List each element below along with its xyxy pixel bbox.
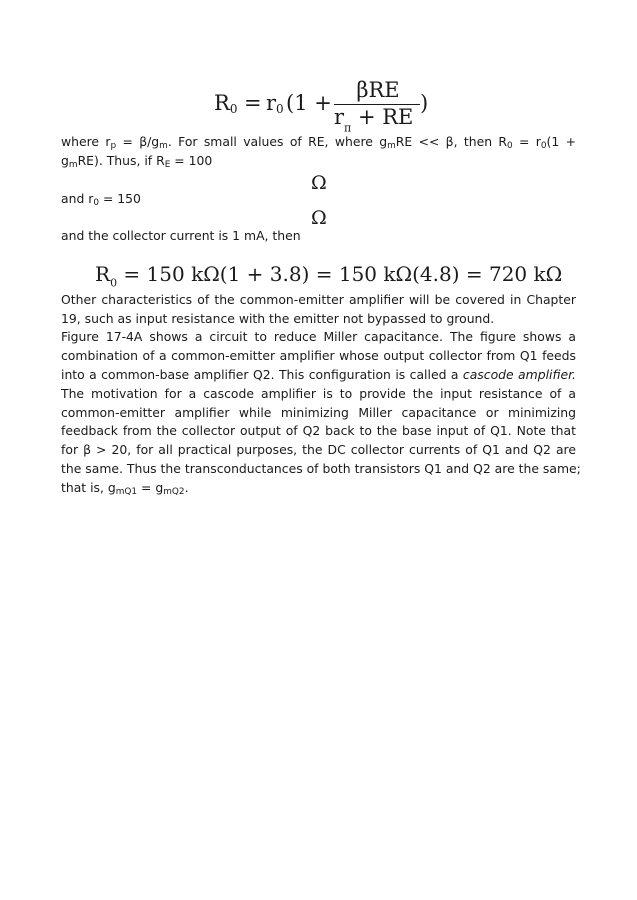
para1-line1: where $r_p = \beta/g_m$. For small values of RE, where $g_mRE << \beta$, then $R_0 = r_0(1$ + — [61, 134, 576, 152]
para2-line1: Other characteristics of the common-emitter amplifier will be covered in Chapter — [61, 292, 576, 307]
eq1-numerator: βRE — [356, 78, 400, 102]
para3-line9: that is, $g_{mQ1} = g_{mQ2}$. — [61, 480, 189, 498]
para3-line5: common-emitter amplifier while minimizing Miller capacitance or minimizing — [61, 405, 576, 420]
equation-2: $R_0 = 150$ kΩ(1 + 3.8) = 150 kΩ(4.8) = 720 kΩ — [95, 262, 563, 290]
r0-line: and $r_0 = 150$ — [61, 191, 141, 209]
para3-line2: combination of a common-emitter amplifier whose output collector from Q1 feeds — [61, 348, 576, 363]
eq1-close: ) — [420, 91, 429, 115]
omega-symbol-2: Ω — [311, 207, 327, 229]
eq1-r0: $r_0$ — [266, 91, 284, 116]
collector-current-line: and the collector current is 1 mA, then — [61, 228, 301, 243]
para3-line8: the same. Thus the transconductances of both transistors Q1 and Q2 are the same; — [61, 461, 581, 476]
omega-symbol-1: Ω — [311, 172, 327, 194]
equation-1 — [214, 78, 434, 138]
eq1-equals: = — [244, 91, 262, 115]
eq1-open: (1 + — [286, 91, 332, 115]
para3-line1: Figure 17-4A shows a circuit to reduce Miller capacitance. The figure shows a — [61, 329, 576, 344]
eq1-lhs: $R_0$ — [214, 91, 238, 116]
eq1-denominator: $r_\pi$ + RE — [334, 105, 414, 135]
para3-line6: feedback from the collector output of Q2 back to the base input of Q1. Note that — [61, 423, 576, 438]
para3-line4: The motivation for a cascode amplifier is to provide the input resistance of a — [61, 386, 576, 401]
para1-line2: $g_mRE$). Thus, if $R_E = 100$ — [61, 153, 213, 171]
para2-line2: 19, such as input resistance with the emitter not bypassed to ground. — [61, 311, 495, 326]
cascode-amplifier-term: cascode amplifier. — [462, 367, 576, 382]
para3-line3: into a common-base amplifier Q2. This configuration is called a cascode amplifier. — [61, 367, 576, 382]
para3-line7: for β > 20, for all practical purposes, the DC collector currents of Q1 and Q2 are — [61, 442, 576, 457]
